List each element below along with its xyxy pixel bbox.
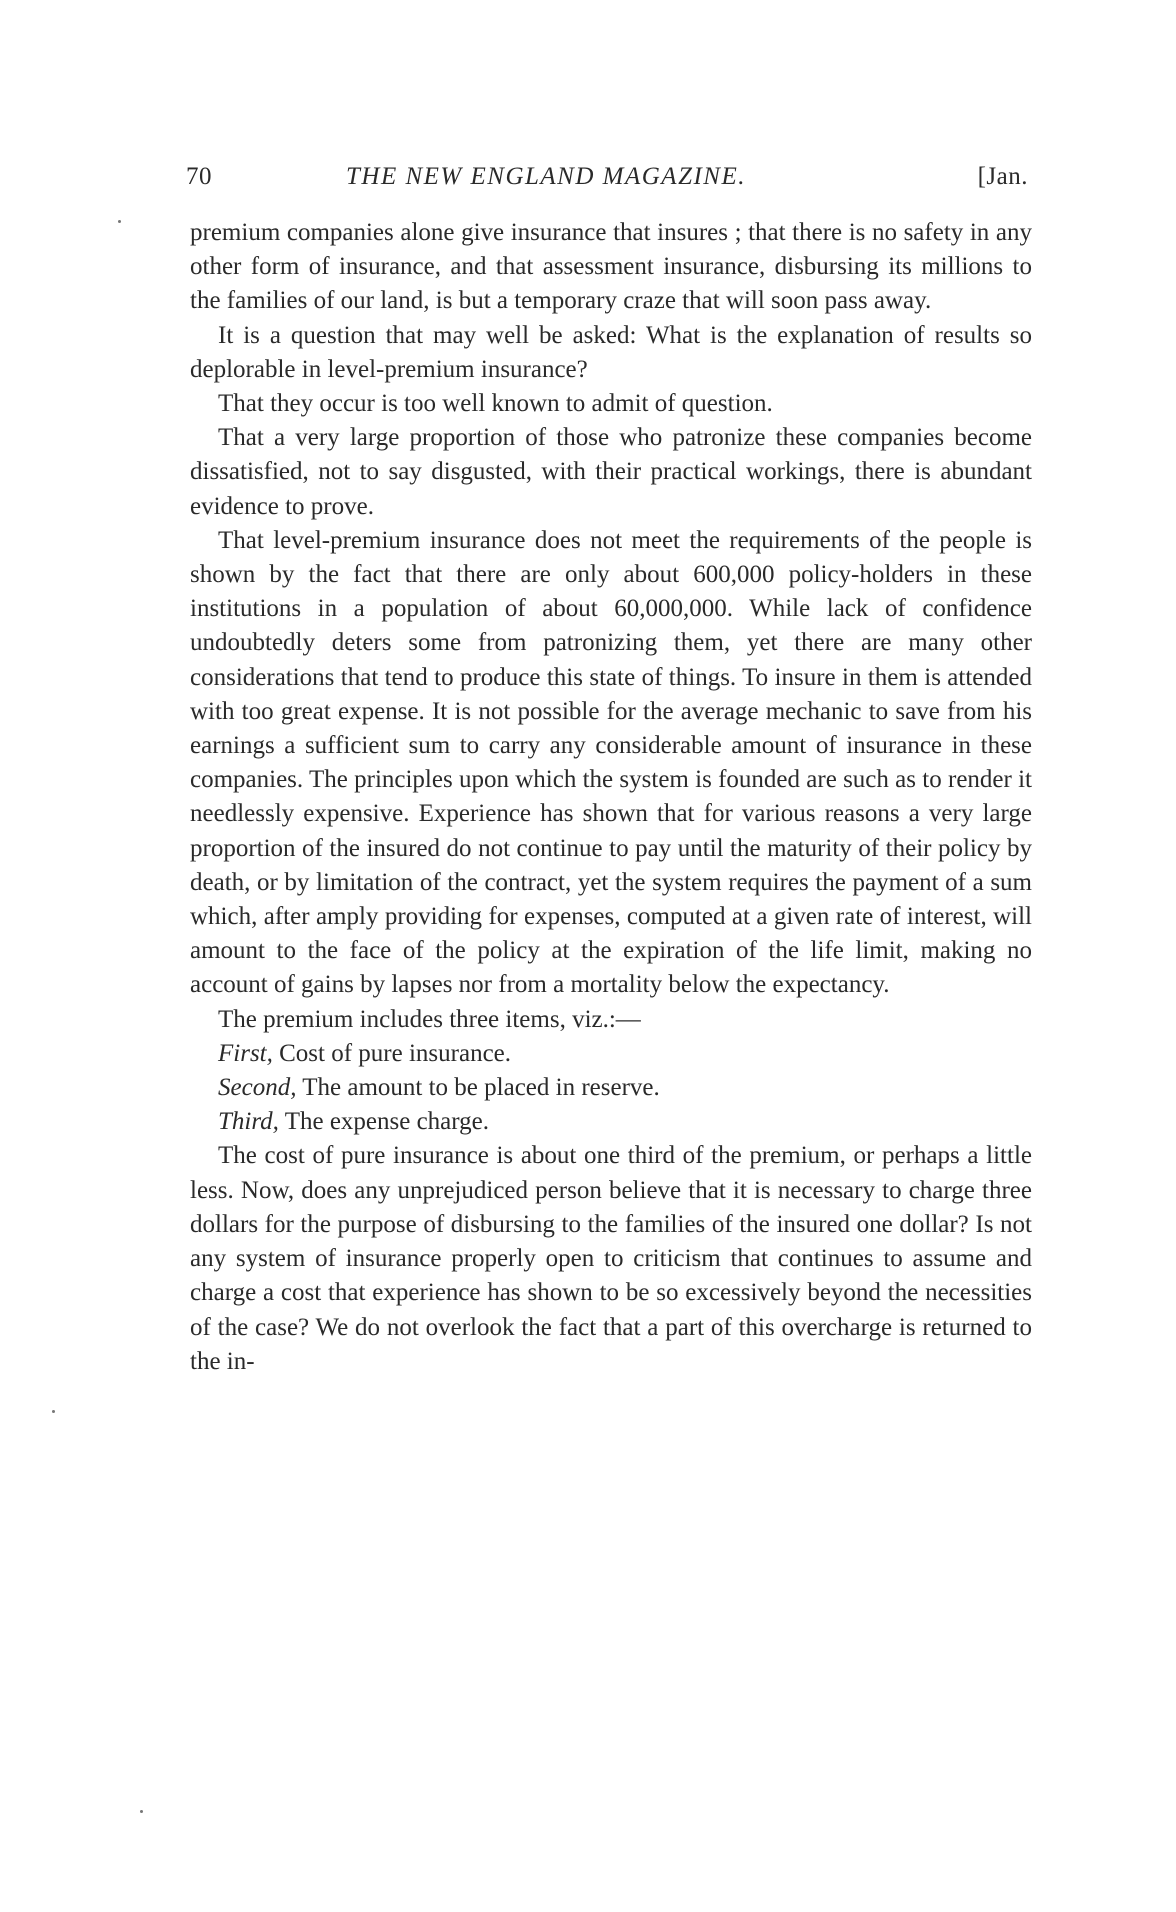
article-body: [190, 216, 1032, 1379]
paper-speck: [52, 1410, 55, 1413]
paper-speck: [118, 220, 121, 223]
paragraph-occurrence: That they occur is too well known to admit of question.: [218, 390, 773, 418]
premium-item-text: The amount to be placed in reserve.: [296, 1074, 660, 1102]
paragraph-requirements: That level-premium insurance does not meet the requirements of the people is shown by the fact that there are only about 600,000 policy-holders in these institutions in a population of about 60,000,000. While lack of confidence undoubtedly deters some from patronizing them, yet there are many other considerations that tend to produce this state of things. To insure in them is attended with too great expense. It is not possible for the average mechanic to save from his earnings a sufficient sum to carry any considerable amount of insurance in these companies. The principles upon which the system is founded are such as to render it needlessly expensive. Experience has shown that for various reasons a very large proportion of the insured do not continue to pay until the maturity of their policy by death, or by limitation of the contract, yet the system requires the payment of a sum which, after amply providing for expenses, computed at a given rate of interest, will amount to the face of the policy at the expiration of the life limit, making no account of gains by lapses nor from a mortality below the expectancy.: [190, 526, 1032, 999]
premium-item-text: The expense charge.: [278, 1108, 490, 1136]
paragraph-question: It is a question that may well be asked: What is the explanation of results so deplorable in level-premium insurance?: [190, 321, 1032, 383]
running-title: THE NEW ENGLAND MAGAZINE.: [346, 163, 746, 190]
paper-speck: [140, 1810, 143, 1813]
premium-item-ordinal: First,: [218, 1039, 273, 1067]
premium-item-text: Cost of pure insurance.: [272, 1039, 512, 1067]
page-header: [186, 163, 1028, 203]
header-date-mark: [Jan.: [977, 163, 1028, 190]
paragraph-premium-items-intro: The premium includes three items, viz.:—: [218, 1005, 641, 1033]
premium-item-ordinal: Third,: [218, 1108, 279, 1136]
paragraph-continuation: premium companies alone give insurance that insures ; that there is no safety in any other form of insurance, and that assessment insurance, disbursing its millions to the families of our land, is but a temporary craze that will soon pass away.: [190, 219, 1032, 315]
paragraph-cost-of-insurance: The cost of pure insurance is about one third of the premium, or perhaps a little less. Now, does any unprejudiced person believe that it is necessary to charge three dollars for the purpose of disbursing to the families of the insured one dollar? Is not any system of insurance properly open to criticism that continues to assume and charge a cost that experience has shown to be so excessively beyond the necessities of the case? We do not overlook the fact that a part of this overcharge is returned to the in-: [190, 1142, 1032, 1375]
premium-item-first: [190, 1037, 1032, 1071]
premium-item-second: [190, 1071, 1032, 1105]
premium-item-ordinal: Second,: [218, 1074, 297, 1102]
premium-item-third: [190, 1105, 1032, 1139]
page-number: 70: [186, 163, 212, 190]
paragraph-dissatisfaction: That a very large proportion of those who patronize these companies become dissatisfied, not to say disgusted, with their practical workings, there is abundant evidence to prove.: [190, 424, 1032, 520]
